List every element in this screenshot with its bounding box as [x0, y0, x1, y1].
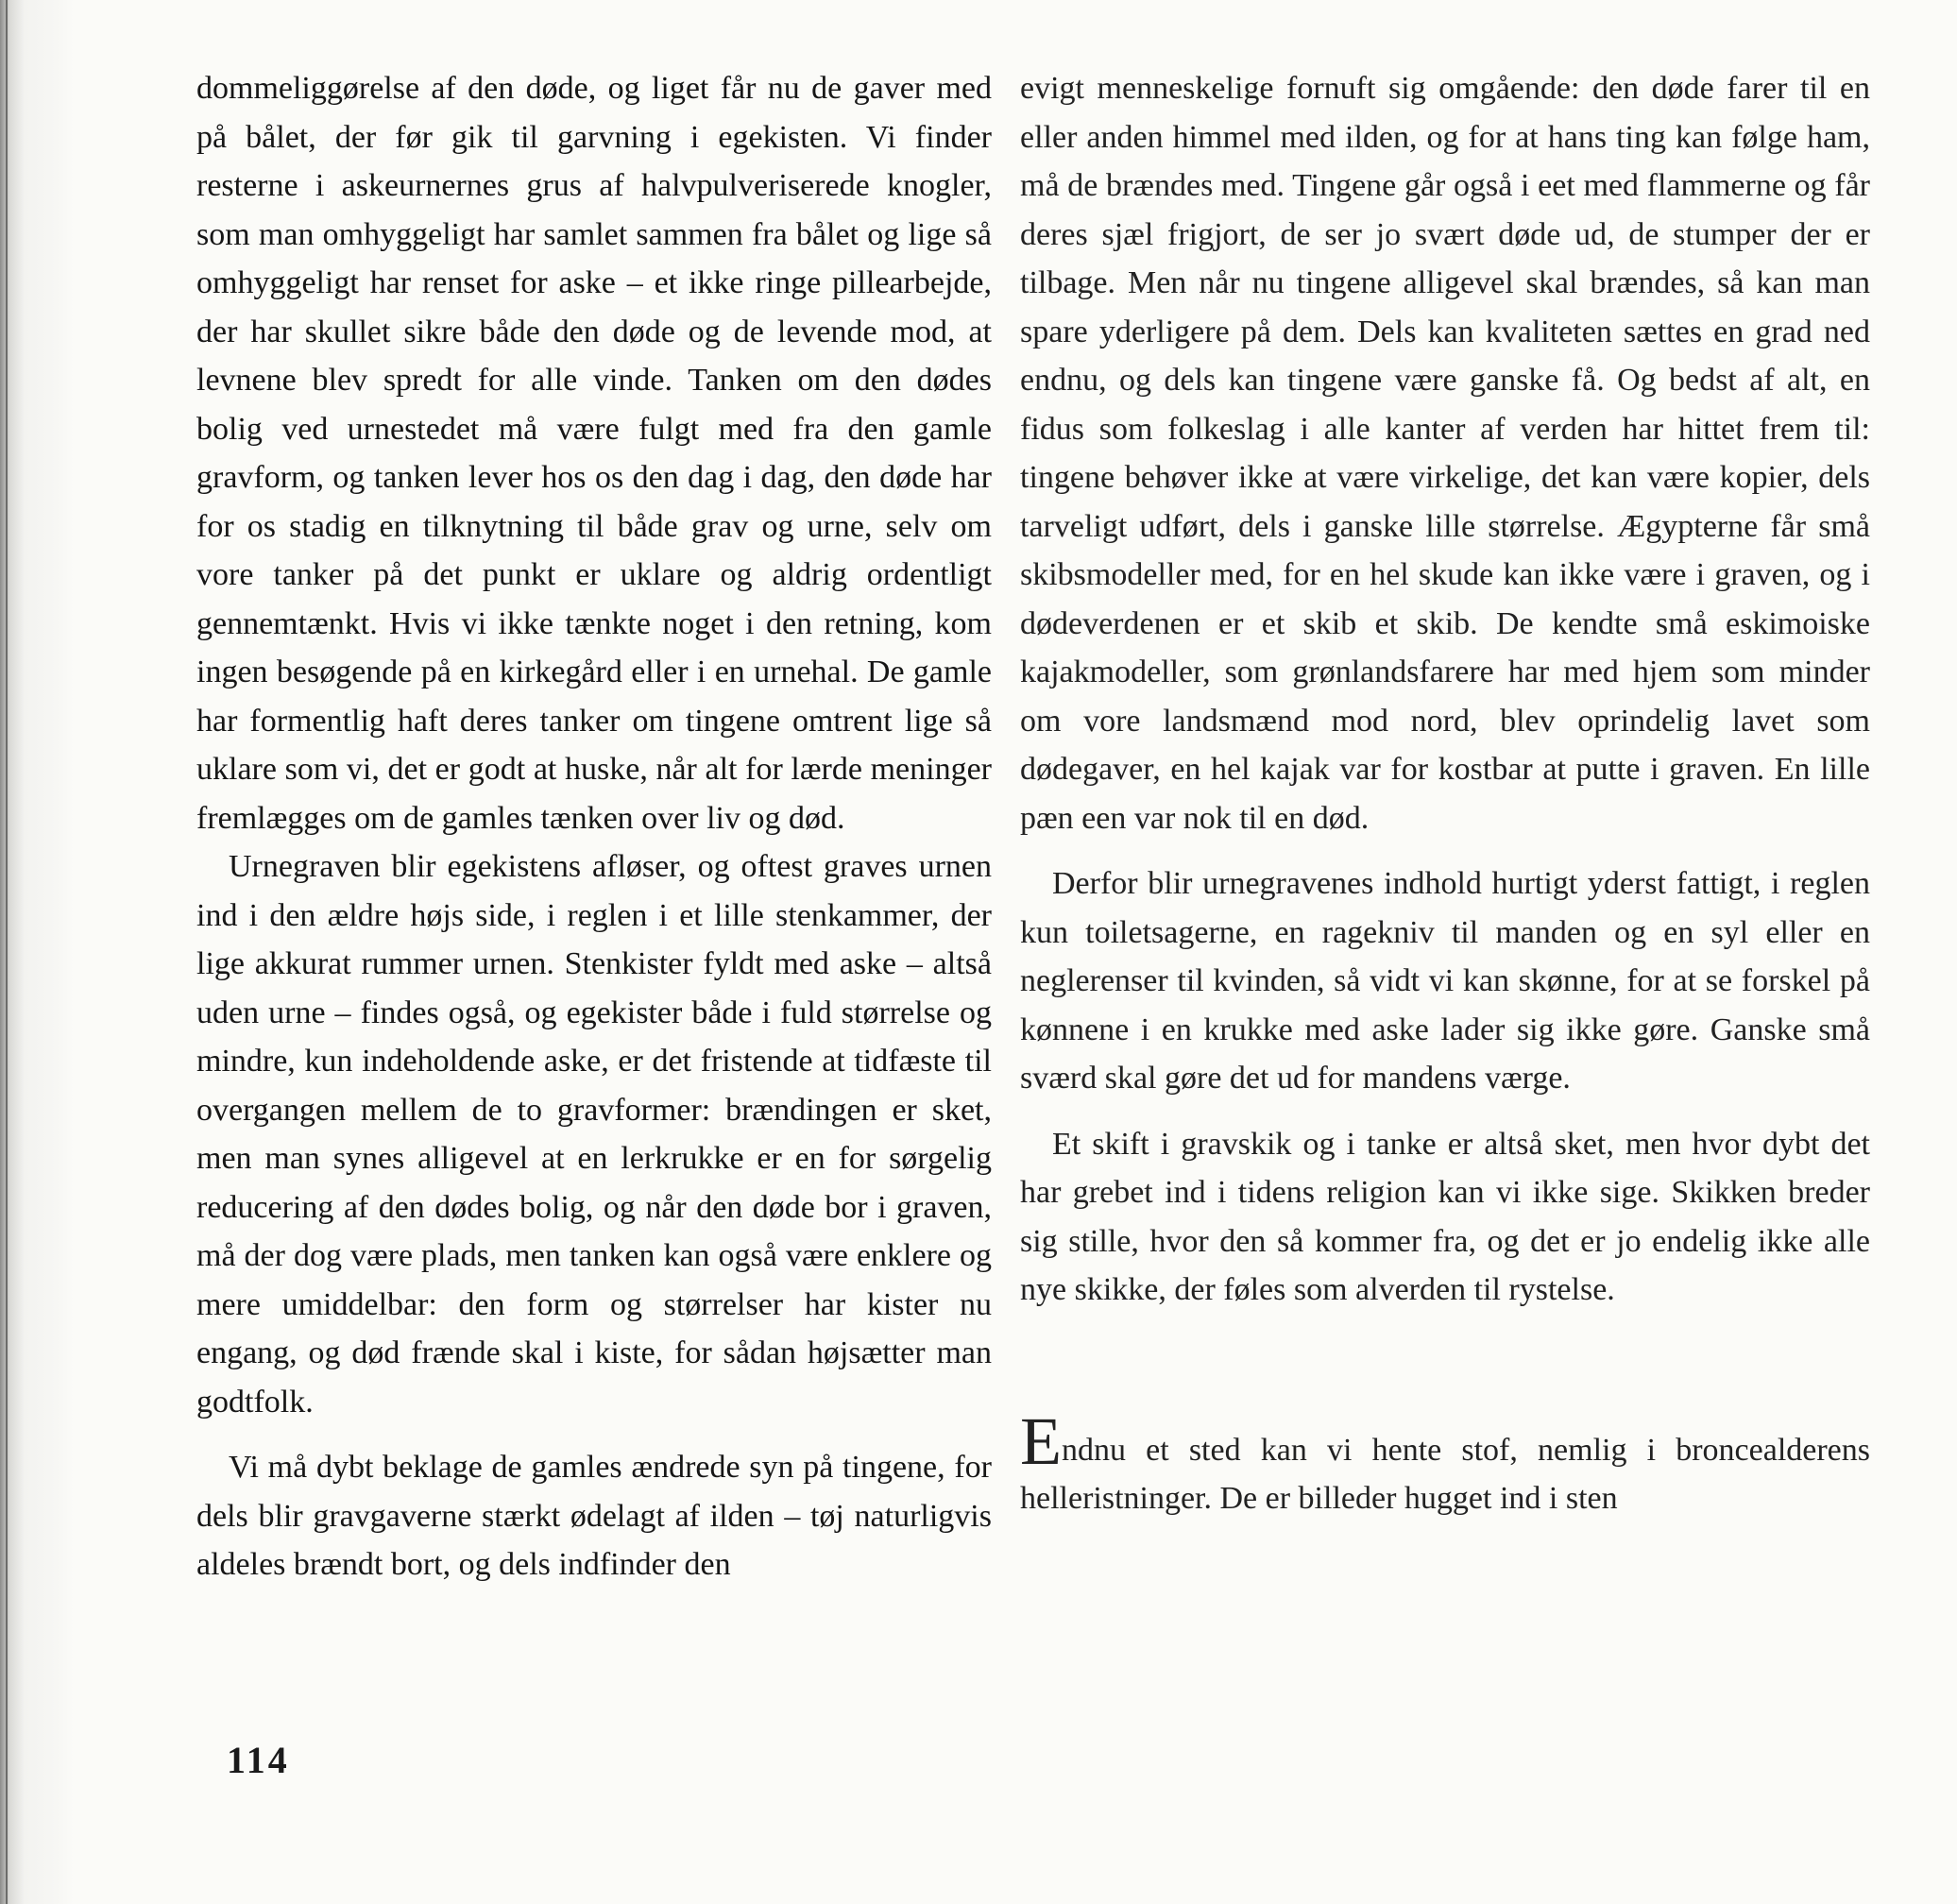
left-text-column [196, 64, 992, 1590]
page-gutter-shadow [0, 0, 74, 1904]
right-paragraph-2: Derfor blir urnegravenes indhold hurtigt yderst fattigt, i reglen kun toiletsagerne, en ragekniv til manden og en syl eller en neglerenser til kvinden, så vidt vi kan skønne, for at se forskel på kønnene i en krukke med aske lader sig ikke gøre. Ganske små sværd skal gøre det ud for mandens værge. [1020, 866, 1870, 1096]
section-opening-text: ndnu et sted kan vi hente stof, nemlig i broncealderens helleristninger. De er billeder hugget ind i sten [1020, 1432, 1870, 1516]
right-paragraph-3: Et skift i gravskik og i tanke er altså sket, men hvor dybt det har grebet ind i tidens religion kan vi ikke sige. Skikken breder sig stille, hvor den så kommer fra, og det er jo endelig ikke alle nye skikke, der føles som alverden til rystelse. [1020, 1126, 1870, 1307]
right-paragraph-1: evigt menneskelige fornuft sig omgående: den døde farer til en eller anden himmel med ilden, og for at hans ting kan følge ham, må de brændes med. Tingene går også i eet med flammerne og får deres sjæl frigjort, de ser jo svært døde ud, de stumper der er tilbage. Men når nu tingene alligevel skal brændes, så kan man spare yderligere på dem. Dels kan kvaliteten sættes en grad ned endnu, og dels kan tingene være ganske få. Og bedst af alt, en fidus som folkeslag i alle kanter af verden har hittet frem til: tingene behøver ikke at være virkelige, det kan være kopier, dels tarveligt udført, dels i ganske lille størrelse. Ægypterne får små skibsmodeller med, for en hel skude kan ikke være i graven, og i dødeverdenen er et skib et skib. De kendte små eskimoiske kajakmodeller, som grønlandsfarere har med hjem som minder om vore landsmænd mod nord, blev oprindelig lavet som dødegaver, en hel kajak var for kostbar at putte i graven. En lille pæn een var nok til en død. [1020, 71, 1870, 836]
left-paragraph-2: Urnegraven blir egekistens afløser, og oftest graves urnen ind i den ældre højs side, i reglen i et lille stenkammer, der lige akkurat rummer urnen. Stenkister fyldt med aske – altså uden urne – findes også, og egekister både i fuld størrelse og mindre, kun indeholdende aske, er det fristende at tidfæste til overgangen mellem de to gravformer: brændingen er sket, men man synes alligevel at en lerkrukke er en for sørgelig reducering af den dødes bolig, og når den døde bor i graven, må der dog være plads, men tanken kan også være enklere og mere umiddelbar: den form og størrelser har kister nu engang, og død frænde skal i kiste, for sådan højsætter man godtfolk. [196, 849, 992, 1420]
left-paragraph-1: dommeliggørelse af den døde, og liget får nu de gaver med på bålet, der før gik til garvning i egekisten. Vi finder resterne i askeurnernes grus af halvpulveriserede knogler, som man omhyggeligt har samlet sammen fra bålet og lige så omhyggeligt har renset for aske – et ikke ringe pillearbejde, der har skullet sikre både den døde og de levende mod, at levnene blev spredt for alle vinde. Tanken om den dødes bolig ved urnestedet må være fulgt med fra den gamle gravform, og tanken lever hos os den dag i dag, den døde har for os stadig en tilknytning til både grav og urne, selv om vore tanker på det punkt er uklare og aldrig ordentligt gennemtænkt. Hvis vi ikke tænkte noget i den retning, kom ingen besøgende på en kirkegård eller i en urnehal. De gamle har formentlig haft deres tanker om tingene omtrent lige så uklare som vi, det er godt at huske, når alt for lærde meninger fremlægges om de gamles tænken over liv og død. [196, 71, 992, 836]
right-text-column [1020, 64, 1870, 1523]
section-opening-paragraph [1020, 1402, 1870, 1523]
page-number: 114 [227, 1739, 290, 1781]
section-initial-letter: E [1020, 1402, 1062, 1479]
page-edge-line [6, 0, 8, 1904]
left-paragraph-3: Vi må dybt beklage de gamles ændrede syn på tingene, for dels blir gravgaverne stærkt ødelagt af ilden – tøj naturligvis aldeles brændt bort, og dels indfinder den [196, 1450, 992, 1582]
